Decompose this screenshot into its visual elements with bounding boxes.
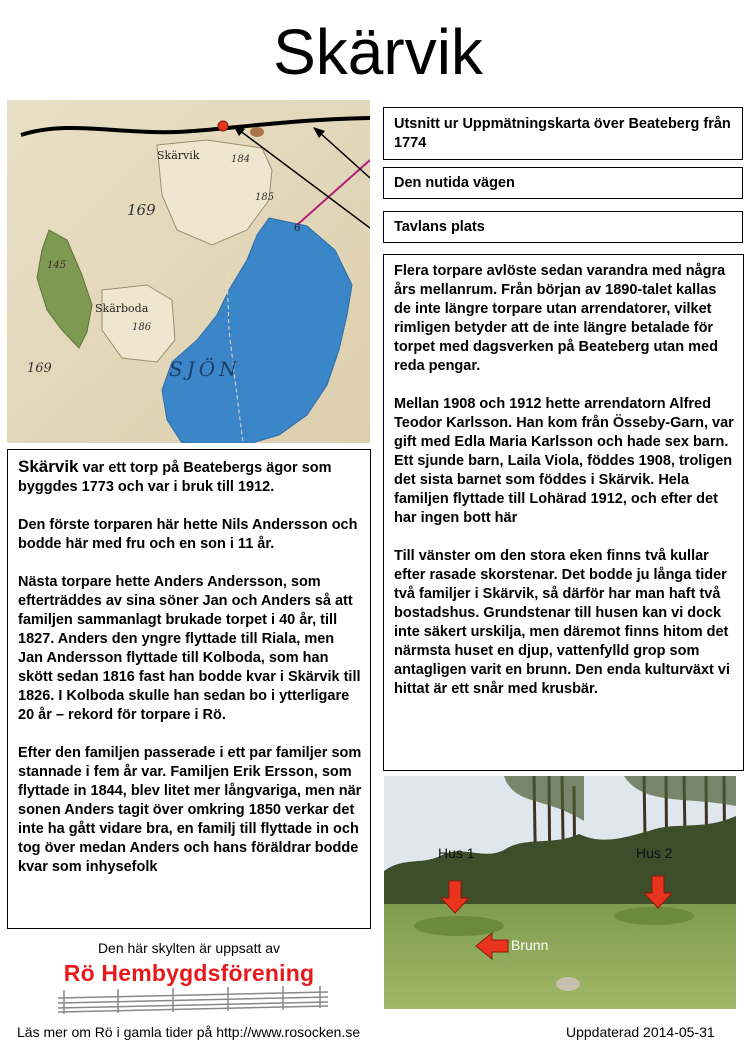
map-caption-box <box>383 107 743 160</box>
road-label-box <box>383 167 743 199</box>
map-drawing <box>7 100 370 443</box>
map-label-169b: 169 <box>27 361 52 376</box>
fence-logo <box>58 986 328 1014</box>
map-caption: Utsnitt ur Uppmätningskarta över Beateberg från 1774 <box>394 116 731 151</box>
left-text-box <box>7 449 371 929</box>
page-title: Skärvik <box>273 16 483 88</box>
map-label-sjon: SJÖN <box>169 357 241 381</box>
map-label-145: 145 <box>47 260 67 271</box>
sign-label: Tavlans plats <box>394 219 485 235</box>
map-label-185: 185 <box>255 192 275 203</box>
sign-location-marker <box>218 121 228 131</box>
map-label-6: 6 <box>294 223 301 234</box>
map-label-184: 184 <box>231 154 251 165</box>
photo-mound-2 <box>614 907 694 925</box>
left-paragraph-1 <box>18 457 362 497</box>
footer-website-note: Läs mer om Rö i gamla tider på http://www.rosocken.se <box>17 1024 361 1040</box>
historical-map <box>7 100 370 443</box>
site-photo <box>384 776 736 1009</box>
map-label-186: 186 <box>132 322 152 333</box>
photo-drawing <box>384 776 736 1009</box>
photo-stone <box>556 977 580 991</box>
footer-updated-date: Uppdaterad 2014-05-31 <box>566 1024 715 1040</box>
org-name: Rö Hembygdsförening <box>63 960 315 986</box>
map-label-skarboda: Skärboda <box>95 302 149 315</box>
left-paragraph-3: Nästa torpare hette Anders Andersson, som efterträddes av sina söner Jan och Anders så att familjen sammanlagt brukade torpet i 40 år, till 1827. Anders den yngre flyttade till Riala, men Jan Andersson flyttade till Kolboda, som han skött sedan 1816 fast han bodde kvar i Skärvik till 1826. I Kolboda skulle han sedan bo i ytterligare 20 år – rekord för torpare i Rö. <box>18 574 361 723</box>
credit-text: Den här skylten är uppsatt av <box>97 940 281 956</box>
right-paragraph-2: Mellan 1908 och 1912 hette arrendatorn Alfred Teodor Karlsson. Han kom från Össeby-Garn, var gift med Edla Maria Karlsson och hade sex barn. Ett sjunde barn, Laila Viola, föddes 1908, troligen det sista barnet som föddes i Skärvik. Hela familjen flyttade till Lohärad 1912, och efter det har ingen bott här <box>394 396 734 526</box>
photo-label-brunn: Brunn <box>511 937 549 953</box>
photo-label-hus2: Hus 2 <box>636 845 673 861</box>
left-paragraph-4: Efter den familjen passerade i ett par familjer som stannade i fem år var. Familjen Erik Ersson, som flyttade in 1844, blev litet mer långvariga, men när sonen Anders tagit över omkring 1850 verkar det inte ha gått vidare bra, en familj till flyttade in och tog över medan Anders och hans föräldrar bodde kvar som inhysefolk <box>18 745 362 875</box>
map-stain <box>250 127 264 137</box>
right-text-box <box>383 254 744 771</box>
photo-mound-1 <box>414 916 504 936</box>
map-label-skarvik: Skärvik <box>157 149 200 162</box>
sign-label-box <box>383 211 743 243</box>
left-paragraph-2: Den förste torparen här hette Nils Andersson och bodde här med fru och en son i 11 år. <box>18 517 358 552</box>
photo-label-hus1: Hus 1 <box>438 845 475 861</box>
road-label: Den nutida vägen <box>394 175 515 191</box>
lead-word: Skärvik <box>18 457 79 476</box>
right-paragraph-1: Flera torpare avlöste sedan varandra med några års mellanrum. Från början av 1890-talet kallas de inte längre torpare utan arrendatorer, vilket rimligen betyder att de inte längre betalade för torpet med dagsverken på Beateberg utan med reda pengar. <box>394 263 726 374</box>
right-paragraph-3: Till vänster om den stora eken finns två kullar efter rasade skorstenar. Det bodde ju långa tider två familjer i Skärvik, så därför har man haft två bostadshus. Grundstenar till husen kan vi dock inte säkert urskilja, men däremot finns hitom det närmsta huset en djup, vattenfylld grop som antagligen varit en brunn. Den enda kulturväxt vi hittat är ett snår med krusbär. <box>394 548 730 697</box>
left-paragraph-1-rest: var ett torp på Beatebergs ägor som byggdes 1773 och var i bruk till 1912. <box>18 460 332 495</box>
map-label-169: 169 <box>127 201 156 219</box>
